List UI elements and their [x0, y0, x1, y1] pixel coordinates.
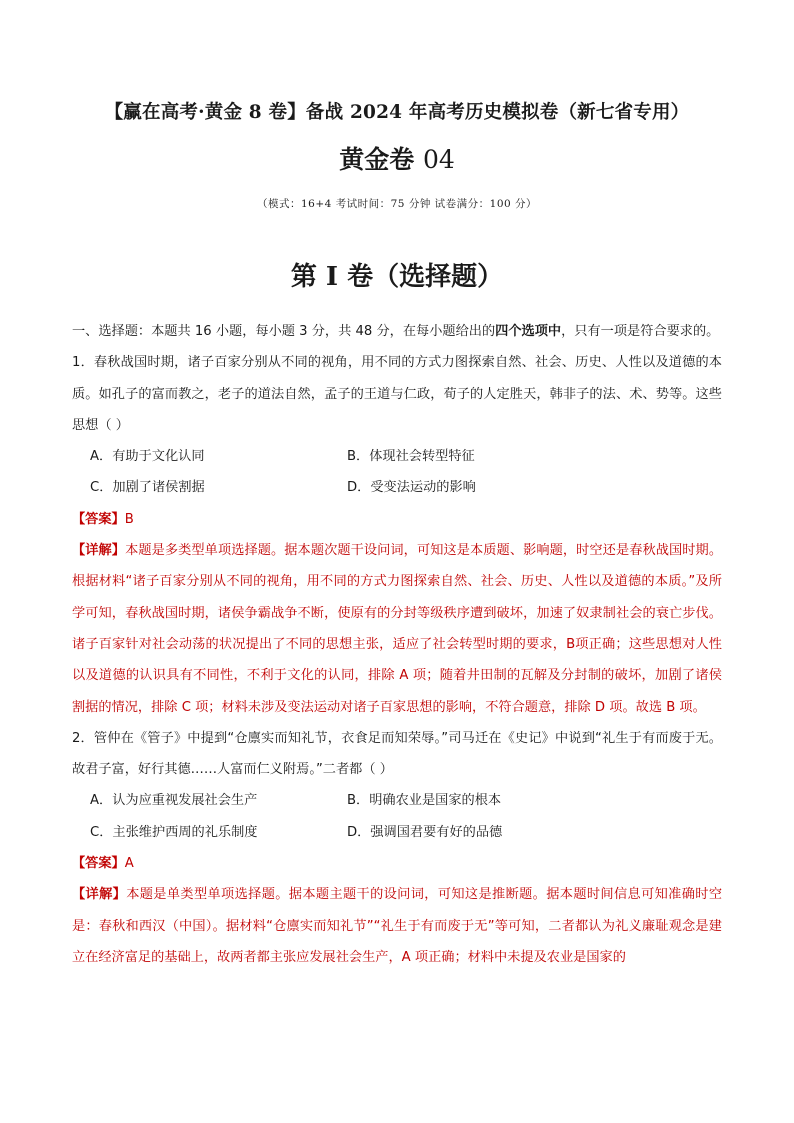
- explanation: [72, 879, 722, 973]
- answer-line: [72, 848, 722, 879]
- explanation-label: 【详解】: [72, 887, 127, 903]
- paper-title: [0, 140, 794, 176]
- answer-label: 【答案】: [72, 511, 125, 527]
- question-stem: 2．管仲在《管子》中提到“仓廪实而知礼节，衣食足而知荣辱。”司马迁在《史记》中说到“礼生于有而废于无。故君子富，好行其德……人富而仁义附焉。”二者都（ ）: [72, 730, 722, 778]
- explanation-text: 本题是多类型单项选择题。据本题次题干设问词，可知这是本质题、影响题，时空还是春秋战国时期。根据材料“诸子百家分别从不同的视角，用不同的方式力图探索自然、社会、历史、人性以及道德的本质。”及所学可知，春秋战国时期，诸侯争霸战争不断，使原有的分封等级秩序遭到破坏，加速了奴隶制社会的衰亡步伐。诸子百家针对社会动荡的状况提出了不同的思想主张，适应了社会转型时期的要求，B项正确；这些思想对人性以及道德的认识具有不同性，不利于文化的认同，排除 A 项；随着井田制的瓦解及分封制的破坏，加剧了诸侯割据的情况，排除 C 项；材料未涉及变法运动对诸子百家思想的影响，不符合题意，排除 D 项。故选 B 项。: [72, 543, 723, 715]
- options-grid: [72, 441, 722, 504]
- exam-meta: （模式：16+4 考试时间：75 分钟 试卷满分：100 分）: [256, 198, 538, 210]
- section-title: 第 I 卷（选择题）: [290, 262, 504, 292]
- question-stem: 1．春秋战国时期，诸子百家分别从不同的视角，用不同的方式力图探索自然、社会、历史、人性以及道德的本质。如孔子的富而教之，老子的道法自然，孟子的王道与仁政，荀子的人定胜天，韩非子的法、术、势等。这些思想（ ）: [72, 355, 722, 433]
- answer-value: B: [124, 511, 134, 527]
- document-body: [72, 316, 722, 973]
- instruction-text-end: ，只有一项是符合要求的。: [561, 324, 720, 339]
- option-c: C．加剧了诸侯割据: [90, 480, 205, 496]
- paper-title-text: 黄金卷: [339, 145, 415, 174]
- explanation-label: 【详解】: [72, 543, 126, 559]
- option-a: A．有助于文化认同: [90, 449, 205, 465]
- paper-title-number: 04: [422, 145, 455, 174]
- option-a: A．认为应重视发展社会生产: [90, 793, 258, 809]
- option-c: C．主张维护西周的礼乐制度: [90, 824, 258, 840]
- option-b: B．明确农业是国家的根本: [347, 793, 502, 809]
- explanation: [72, 535, 722, 723]
- instruction-text: 一、选择题：本题共 16 小题，每小题 3 分，共 48 分，在每小题给出的: [72, 324, 496, 339]
- options-grid: [72, 785, 722, 848]
- series-title: 【赢在高考·黄金 8 卷】备战 2024 年高考历史模拟卷（新七省专用）: [104, 102, 690, 123]
- option-d: D．强调国君要有好的品德: [347, 824, 503, 840]
- section-instruction: [72, 316, 722, 347]
- option-b: B．体现社会转型特征: [347, 449, 475, 465]
- option-d: D．受变法运动的影响: [347, 480, 476, 496]
- answer-value: A: [124, 856, 134, 872]
- answer-line: [72, 504, 722, 535]
- instruction-emphasis: 四个选项中: [495, 324, 562, 339]
- explanation-text: 本题是单类型单项选择题。据本题主题干的设问词，可知这是推断题。据本题时间信息可知准确时空是：春秋和西汉（中国）。据材料“仓廪实而知礼节”“礼生于有而废于无”等可知，二者都认为礼义廉耻观念是建立在经济富足的基础上，故两者都主张应发展社会生产，A 项正确；材料中未提及农业是国家的: [72, 887, 723, 965]
- answer-label: 【答案】: [72, 856, 125, 872]
